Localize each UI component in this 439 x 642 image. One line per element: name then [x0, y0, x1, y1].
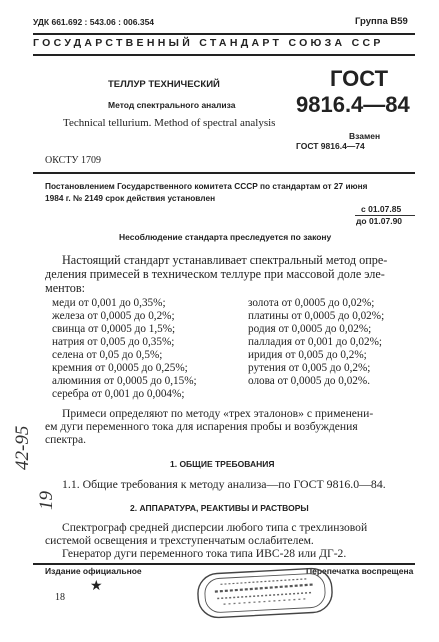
english-title: Technical tellurium. Method of spectral analysis	[63, 117, 276, 129]
effective-from: с 01.07.85	[361, 204, 402, 214]
impurity-left: натрия от 0,005 до 0,35%;	[52, 336, 175, 348]
impurity-right: золота от 0,0005 до 0,02%;	[248, 297, 375, 309]
banner: ГОСУДАРСТВЕННЫЙ СТАНДАРТ СОЮЗА ССР	[33, 37, 384, 49]
footer-rule	[33, 563, 415, 565]
impurity-left: железа от 0,0005 до 0,2%;	[52, 310, 175, 322]
star-icon: ★	[90, 579, 103, 594]
method-line-2: ем дуги переменного тока для испарения пробы и возбуждения	[45, 420, 358, 433]
margin-note-top: 42-95	[12, 425, 33, 470]
document-title: ТЕЛЛУР ТЕХНИЧЕСКИЙ	[108, 79, 220, 90]
oksu-code: ОКСТУ 1709	[45, 155, 102, 166]
section-1-text: 1.1. Общие требования к методу анализа—по ГОСТ 9816.0—84.	[62, 477, 386, 491]
impurity-left: меди от 0,001 до 0,35%;	[52, 297, 166, 309]
decree-line-1: Постановлением Государственного комитета СССР по стандартам от 27 июня	[45, 181, 368, 191]
method-line-1: Примеси определяют по методу «трех эталонов» с применени-	[62, 407, 374, 420]
impurity-left: серебра от 0,001 до 0,004%;	[52, 388, 185, 400]
effective-to: до 01.07.90	[356, 216, 403, 226]
impurity-right: палладия от 0,001 до 0,02%;	[248, 336, 382, 348]
impurity-left: селена от 0,05 до 0,5%;	[52, 349, 163, 361]
intro-line-3: ментов:	[45, 281, 86, 295]
title-rule	[33, 172, 415, 174]
method-line-3: спектра.	[45, 433, 87, 446]
section-2-line-1: Спектрограф средней дисперсии любого типа с трехлинзовой	[62, 521, 368, 534]
header-rule-top	[33, 33, 415, 35]
document-subtitle: Метод спектрального анализа	[108, 100, 236, 110]
group-code: Группа В59	[355, 16, 408, 27]
impurity-left: свинца от 0,0005 до 1,5%;	[52, 323, 176, 335]
impurity-right: рутения от 0,005 до 0,2%;	[248, 362, 371, 374]
official-edition: Издание официальное	[45, 566, 142, 576]
gost-number: 9816.4—84	[296, 92, 410, 117]
udk-code: УДК 661.692 : 543.06 : 006.354	[33, 17, 155, 27]
page-number: 18	[55, 592, 65, 603]
gost-label: ГОСТ	[330, 66, 389, 91]
replaces-label: Взамен	[349, 131, 381, 141]
section-2-line-2: системой освещения и трехступенчатым ослабителем.	[45, 534, 314, 547]
impurity-right: платины от 0,0005 до 0,02%;	[248, 310, 385, 322]
legal-warning: Несоблюдение стандарта преследуется по закону	[119, 232, 332, 242]
section-1-title: 1. ОБЩИЕ ТРЕБОВАНИЯ	[170, 459, 275, 469]
impurity-right: иридия от 0,005 до 0,2%;	[248, 349, 367, 361]
header-rule-bottom	[33, 54, 415, 56]
reprint-prohibited: Перепечатка воспрещена	[306, 566, 414, 576]
intro-line-1: Настоящий стандарт устанавливает спектральный метод опре-	[62, 253, 388, 267]
impurity-left: алюминия от 0,0005 до 0,15%;	[52, 375, 197, 387]
impurity-left: кремния от 0,0005 до 0,25%;	[52, 362, 188, 374]
replaces-value: ГОСТ 9816.4—74	[296, 141, 365, 151]
decree-line-2: 1984 г. № 2149 срок действия установлен	[45, 193, 216, 203]
section-2-line-3: Генератор дуги переменного тока типа ИВС-28 или ДГ-2.	[62, 547, 347, 560]
intro-line-2: деления примесей в техническом теллуре при массовой доле эле-	[45, 267, 385, 281]
impurity-right: родия от 0,0005 до 0,02%;	[248, 323, 372, 335]
impurity-right: олова от 0,0005 до 0,02%.	[248, 375, 370, 387]
margin-note-bottom: 19	[36, 491, 57, 510]
library-stamp	[194, 563, 337, 622]
section-2-title: 2. АППАРАТУРА, РЕАКТИВЫ И РАСТВОРЫ	[130, 503, 309, 513]
